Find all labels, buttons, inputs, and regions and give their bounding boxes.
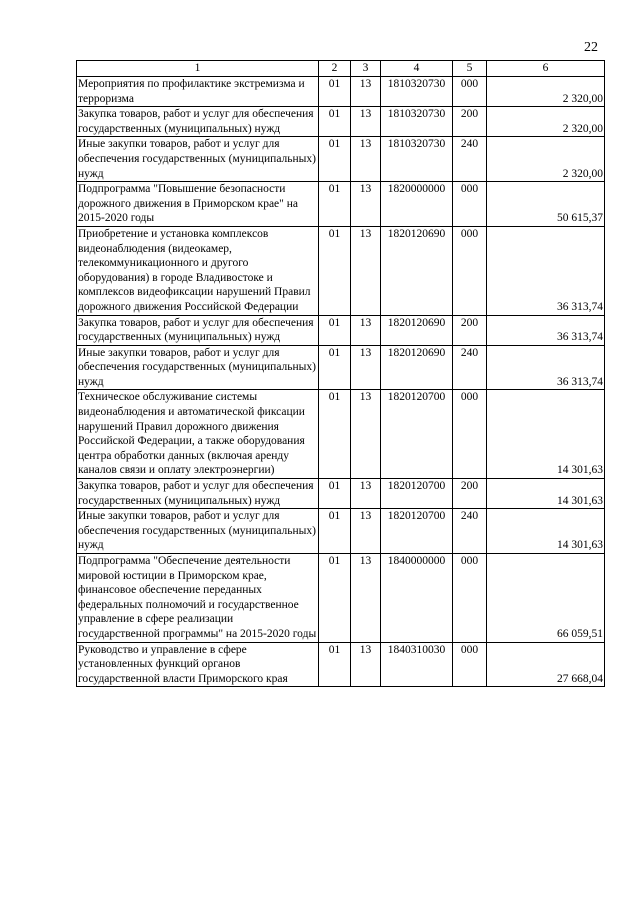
row-subsection-cell: 13 bbox=[351, 107, 381, 137]
row-amount-cell: 50 615,37 bbox=[487, 182, 605, 227]
header-col-2: 2 bbox=[319, 61, 351, 77]
row-target-article-cell: 1820120690 bbox=[381, 226, 453, 315]
row-target-article-cell: 1810320730 bbox=[381, 137, 453, 182]
row-name-cell: Руководство и управление в сфере установленных функций органов государственной власти Приморского края bbox=[77, 642, 319, 687]
row-amount-cell: 14 301,63 bbox=[487, 479, 605, 509]
row-amount-cell: 2 320,00 bbox=[487, 137, 605, 182]
table-row bbox=[77, 182, 605, 227]
row-amount-cell: 36 313,74 bbox=[487, 315, 605, 345]
row-expense-type-cell: 000 bbox=[453, 182, 487, 227]
row-name-cell: Техническое обслуживание системы видеонаблюдения и автоматической фиксации нарушений Правил дорожного движения Российской Федерации, а также оборудования центра обработки данных (включая аренду каналов связи и оплату электроэнергии) bbox=[77, 390, 319, 479]
row-expense-type-cell: 200 bbox=[453, 479, 487, 509]
row-target-article-cell: 1810320730 bbox=[381, 107, 453, 137]
row-section-cell: 01 bbox=[319, 642, 351, 687]
row-expense-type-cell: 240 bbox=[453, 509, 487, 554]
row-expense-type-cell: 240 bbox=[453, 137, 487, 182]
row-amount-cell: 66 059,51 bbox=[487, 554, 605, 643]
row-amount-cell: 2 320,00 bbox=[487, 107, 605, 137]
row-target-article-cell: 1820120700 bbox=[381, 390, 453, 479]
header-row bbox=[77, 61, 605, 77]
row-section-cell: 01 bbox=[319, 509, 351, 554]
row-subsection-cell: 13 bbox=[351, 554, 381, 643]
budget-table bbox=[76, 60, 605, 687]
row-section-cell: 01 bbox=[319, 554, 351, 643]
row-expense-type-cell: 240 bbox=[453, 345, 487, 390]
row-target-article-cell: 1820120700 bbox=[381, 509, 453, 554]
table-row bbox=[77, 77, 605, 107]
row-target-article-cell: 1840310030 bbox=[381, 642, 453, 687]
row-target-article-cell: 1820120690 bbox=[381, 345, 453, 390]
row-amount-cell: 27 668,04 bbox=[487, 642, 605, 687]
row-expense-type-cell: 000 bbox=[453, 642, 487, 687]
row-subsection-cell: 13 bbox=[351, 390, 381, 479]
row-expense-type-cell: 000 bbox=[453, 554, 487, 643]
row-subsection-cell: 13 bbox=[351, 137, 381, 182]
row-name-cell: Подпрограмма "Обеспечение деятельности мировой юстиции в Приморском крае, финансовое обеспечение переданных федеральных полномочий и государственное управление в сфере реализации государственной программы" на 2015-2020 годы bbox=[77, 554, 319, 643]
row-target-article-cell: 1840000000 bbox=[381, 554, 453, 643]
row-section-cell: 01 bbox=[319, 345, 351, 390]
table-row bbox=[77, 642, 605, 687]
row-section-cell: 01 bbox=[319, 315, 351, 345]
table-row bbox=[77, 315, 605, 345]
row-name-cell: Иные закупки товаров, работ и услуг для обеспечения государственных (муниципальных) нужд bbox=[77, 509, 319, 554]
row-name-cell: Иные закупки товаров, работ и услуг для обеспечения государственных (муниципальных) нужд bbox=[77, 137, 319, 182]
table-row bbox=[77, 479, 605, 509]
row-expense-type-cell: 000 bbox=[453, 390, 487, 479]
row-target-article-cell: 1820120690 bbox=[381, 315, 453, 345]
row-name-cell: Мероприятия по профилактике экстремизма и терроризма bbox=[77, 77, 319, 107]
header-col-1: 1 bbox=[77, 61, 319, 77]
table-row bbox=[77, 226, 605, 315]
row-subsection-cell: 13 bbox=[351, 182, 381, 227]
row-target-article-cell: 1820000000 bbox=[381, 182, 453, 227]
header-col-3: 3 bbox=[351, 61, 381, 77]
row-section-cell: 01 bbox=[319, 182, 351, 227]
row-amount-cell: 36 313,74 bbox=[487, 226, 605, 315]
row-name-cell: Приобретение и установка комплексов видеонаблюдения (видеокамер, телекоммуникационного и другого оборудования) в городе Владивостоке и комплексов видеофиксации нарушений Правил дорожного движения Российской Федерации bbox=[77, 226, 319, 315]
page-number: 22 bbox=[584, 40, 598, 55]
table-row bbox=[77, 137, 605, 182]
row-name-cell: Подпрограмма "Повышение безопасности дорожного движения в Приморском крае" на 2015-2020 годы bbox=[77, 182, 319, 227]
row-subsection-cell: 13 bbox=[351, 226, 381, 315]
header-col-4: 4 bbox=[381, 61, 453, 77]
header-col-6: 6 bbox=[487, 61, 605, 77]
row-section-cell: 01 bbox=[319, 77, 351, 107]
row-expense-type-cell: 000 bbox=[453, 77, 487, 107]
row-name-cell: Закупка товаров, работ и услуг для обеспечения государственных (муниципальных) нужд bbox=[77, 107, 319, 137]
row-section-cell: 01 bbox=[319, 479, 351, 509]
row-subsection-cell: 13 bbox=[351, 345, 381, 390]
row-section-cell: 01 bbox=[319, 390, 351, 479]
row-expense-type-cell: 000 bbox=[453, 226, 487, 315]
table-row bbox=[77, 509, 605, 554]
row-target-article-cell: 1820120700 bbox=[381, 479, 453, 509]
row-subsection-cell: 13 bbox=[351, 509, 381, 554]
row-amount-cell: 14 301,63 bbox=[487, 390, 605, 479]
table-row bbox=[77, 107, 605, 137]
row-target-article-cell: 1810320730 bbox=[381, 77, 453, 107]
row-section-cell: 01 bbox=[319, 226, 351, 315]
row-subsection-cell: 13 bbox=[351, 642, 381, 687]
row-section-cell: 01 bbox=[319, 137, 351, 182]
row-subsection-cell: 13 bbox=[351, 315, 381, 345]
row-expense-type-cell: 200 bbox=[453, 315, 487, 345]
row-subsection-cell: 13 bbox=[351, 479, 381, 509]
row-section-cell: 01 bbox=[319, 107, 351, 137]
row-name-cell: Закупка товаров, работ и услуг для обеспечения государственных (муниципальных) нужд bbox=[77, 479, 319, 509]
row-amount-cell: 2 320,00 bbox=[487, 77, 605, 107]
row-expense-type-cell: 200 bbox=[453, 107, 487, 137]
row-name-cell: Закупка товаров, работ и услуг для обеспечения государственных (муниципальных) нужд bbox=[77, 315, 319, 345]
row-amount-cell: 36 313,74 bbox=[487, 345, 605, 390]
row-amount-cell: 14 301,63 bbox=[487, 509, 605, 554]
table-row bbox=[77, 390, 605, 479]
header-col-5: 5 bbox=[453, 61, 487, 77]
row-subsection-cell: 13 bbox=[351, 77, 381, 107]
row-name-cell: Иные закупки товаров, работ и услуг для обеспечения государственных (муниципальных) нужд bbox=[77, 345, 319, 390]
table-row bbox=[77, 554, 605, 643]
table-row bbox=[77, 345, 605, 390]
